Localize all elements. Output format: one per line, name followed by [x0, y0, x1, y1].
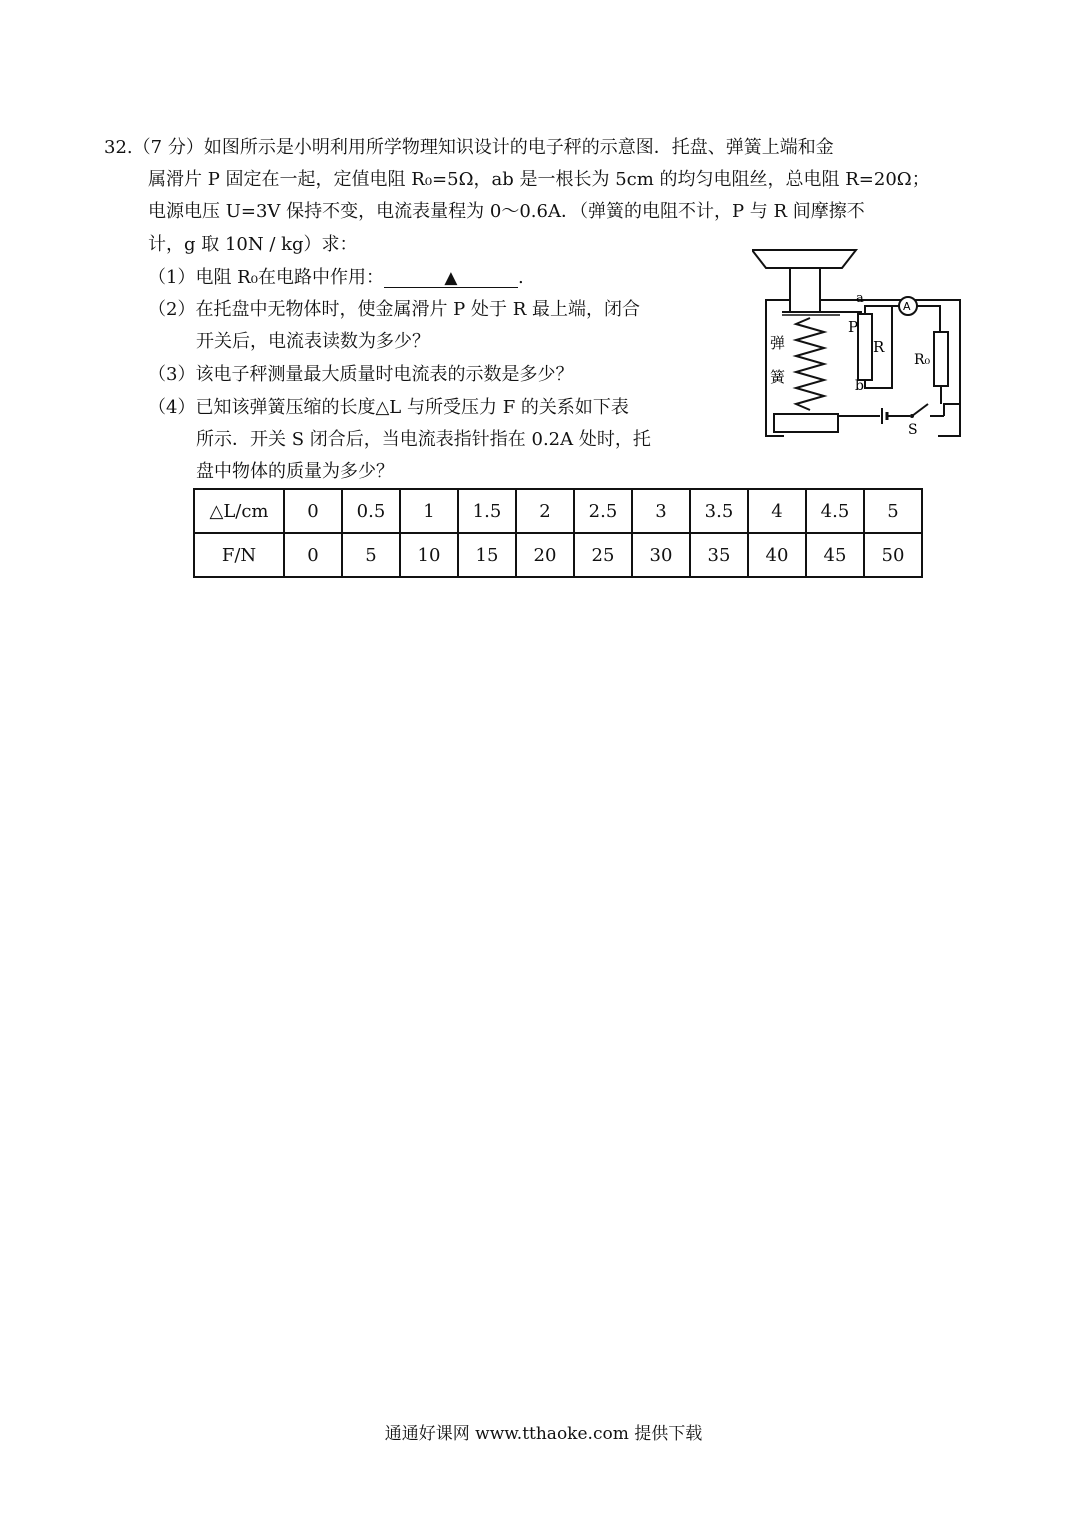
part-4-line-1: （4）已知该弹簧压缩的长度△L 与所受压力 F 的关系如下表 [148, 397, 629, 418]
question-number-line [104, 137, 834, 159]
ammeter-wire-right [917, 306, 940, 332]
intro-line-3: 电源电压 U=3V 保持不变，电流表量程为 0～0.6A．（弹簧的电阻不计，P 与 R 间摩擦不 [148, 201, 865, 222]
table-cell: 3 [632, 489, 690, 533]
label-r: R [873, 338, 885, 356]
table-cell: 30 [632, 533, 690, 577]
table-cell: 1 [400, 489, 458, 533]
label-p: P [848, 318, 859, 336]
table-cell: 4.5 [806, 489, 864, 533]
table-cell: 1.5 [458, 489, 516, 533]
table-cell: 45 [806, 533, 864, 577]
base-block [774, 414, 838, 432]
part-2-line-2: 开关后，电流表读数为多少？ [196, 331, 430, 352]
label-r0: R₀ [914, 352, 931, 368]
table-row [194, 489, 922, 533]
part-4-line-2: 所示．开关 S 闭合后，当电流表指针指在 0.2A 处时，托 [196, 429, 651, 450]
table-cell: 2 [516, 489, 574, 533]
part-4-line-3: 盘中物体的质量为多少？ [196, 461, 394, 482]
table-cell: 3.5 [690, 489, 748, 533]
label-switch: S [908, 422, 918, 438]
blank-triangle-mark: ▲ [444, 268, 458, 288]
switch-to-frame [944, 404, 960, 416]
table-cell: 5 [342, 533, 400, 577]
table-cell: 5 [864, 489, 922, 533]
table-cell: 0 [284, 489, 342, 533]
resistor-r [858, 314, 872, 380]
spring-coil [796, 318, 824, 410]
part-1 [148, 267, 524, 289]
part-3: （3）该电子秤测量最大质量时电流表的示数是多少？ [148, 364, 574, 385]
label-spring-bottom: 簧 [770, 368, 786, 386]
electronic-scale-diagram [752, 248, 962, 450]
label-ammeter: A [903, 300, 911, 313]
table-row [194, 533, 922, 577]
table-cell: 35 [690, 533, 748, 577]
table-cell: F/N [194, 533, 284, 577]
tray-post [790, 268, 820, 312]
table-cell: 0.5 [342, 489, 400, 533]
tray-shape [752, 250, 856, 268]
label-spring-top: 弹 [770, 334, 786, 352]
part-1-prefix: （1）电阻 R₀在电路中作用： [148, 267, 384, 288]
table-cell: 40 [748, 533, 806, 577]
table-cell: 15 [458, 533, 516, 577]
table-cell: 25 [574, 533, 632, 577]
table-cell: 10 [400, 533, 458, 577]
intro-line-2: 属滑片 P 固定在一起，定值电阻 R₀=5Ω，ab 是一根长为 5cm 的均匀电阻丝，总电阻 R=20Ω； [148, 169, 930, 190]
table-cell: 2.5 [574, 489, 632, 533]
table-cell: 4 [748, 489, 806, 533]
table-cell: 20 [516, 533, 574, 577]
part-1-suffix: . [517, 267, 524, 288]
question-number: 32. [104, 137, 133, 158]
spring-force-table [193, 488, 923, 578]
switch-lever [912, 404, 928, 416]
label-a: a [856, 291, 864, 306]
resistor-r0 [934, 332, 948, 386]
table-cell: △L/cm [194, 489, 284, 533]
r-top-wire [865, 306, 892, 314]
answer-blank [384, 269, 518, 288]
table-cell: 0 [284, 533, 342, 577]
label-b: b [855, 378, 864, 394]
part-2-line-1: （2）在托盘中无物体时，使金属滑片 P 处于 R 最上端，闭合 [148, 299, 641, 320]
intro-line-4: 计，g 取 10N / kg）求： [148, 234, 358, 255]
page-footer: 通通好课网 www.tthaoke.com 提供下载 [384, 1424, 703, 1444]
table-cell: 50 [864, 533, 922, 577]
intro-line-1: （7 分）如图所示是小明利用所学物理知识设计的电子秤的示意图．托盘、弹簧上端和金 [132, 137, 834, 158]
